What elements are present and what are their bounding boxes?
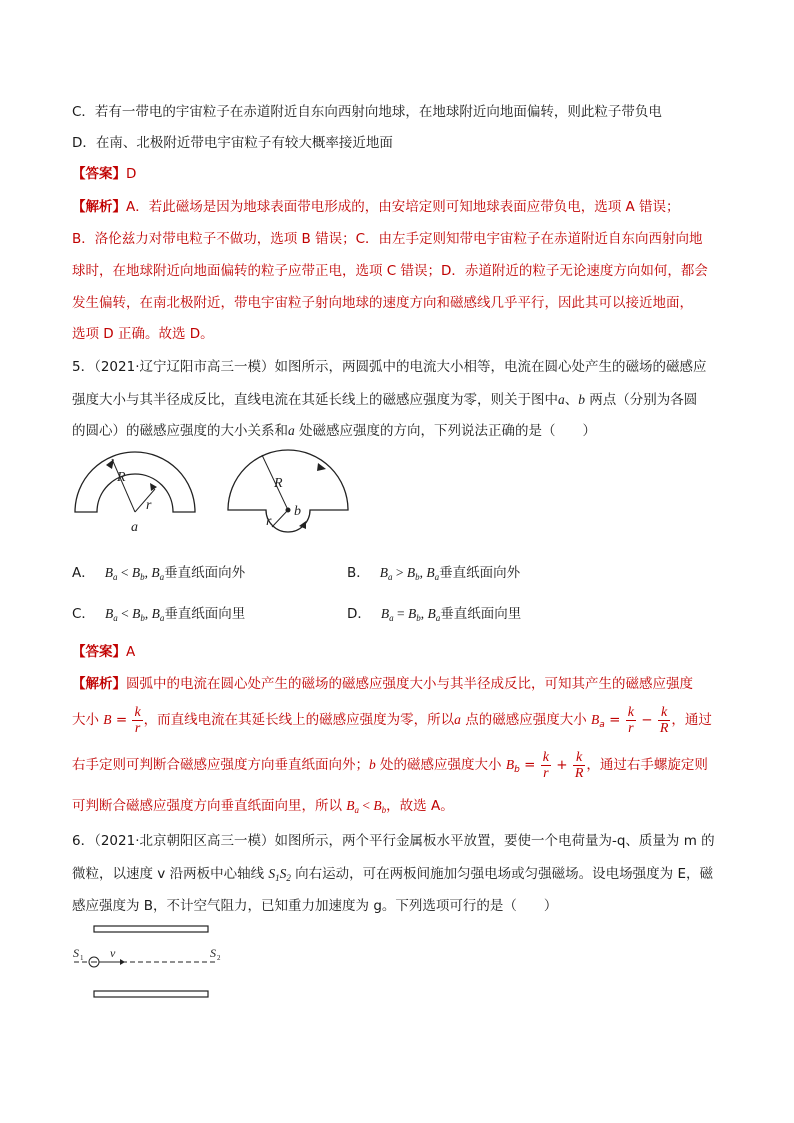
analysis-label: 【解析】 [72,676,126,692]
analysis-text: ，通过 [671,712,712,728]
q4-option-c: C．若有一带电的宇宙粒子在赤道附近自东向西射向地球，在地球附近向地面偏转，则此粒子带负电 [72,104,662,120]
q4-answer [72,164,136,184]
label-a: a [454,712,461,727]
q5-stem-line-3 [72,421,596,441]
velocity-arrowhead [120,959,125,965]
option-formula: $B_a = B_b$, $B_a$ [380,606,441,623]
q4-analysis-line-3: 球时，在地球附近向地面偏转的粒子应带正电，选项 C 错误；D．赤道附近的粒子无论速度方向如何，都会 [72,263,708,279]
arrow-inner-left [150,483,157,491]
label-a-fig: a [131,520,138,535]
q5-stem-text: 强度大小与其半径成反比，直线电流在其延长线上的磁感应强度为零，则关于图中 [72,392,558,408]
fraction-k-over-r: $\frac{k}{r}$ [627,704,634,736]
svg-text:1: 1 [80,954,84,962]
label-r-right: r [266,514,272,529]
relation: < [121,606,129,621]
top-metal-plate [94,926,208,932]
analysis-text: ，故选 A。 [386,798,454,814]
label-a: a [288,423,295,438]
direction: 垂直纸面向外 [164,565,246,581]
analysis-text: 点的磁感应强度大小 [460,712,592,728]
answer-value: A [126,644,136,660]
stem-text: 微粒，以速度 v 沿两板中心轴线 [72,866,269,882]
analysis-text: 处的磁感应强度大小 [375,757,506,773]
q5-analysis-line-4: 可判断合磁感应强度方向垂直纸面向里，所以 $B_a < B_b$，故选 A。 [72,798,454,815]
q5-figure [60,445,380,555]
label-b: b [578,392,585,407]
q5-option-b[interactable] [347,563,520,587]
q5-option-d[interactable] [347,604,521,628]
fraction-k-over-R: $\frac{k}{R}$ [574,749,584,781]
option-formula: $B_a > B_b$, $B_a$ [379,565,440,582]
q4-option-d: D．在南、北极附近带电宇宙粒子有较大概率接近地面 [72,135,393,151]
label-a: a [558,392,565,407]
q5-option-a[interactable] [72,563,245,587]
separator: 、 [564,392,579,408]
fraction-k-over-r: $\frac{k}{r}$ [542,749,549,781]
answer-label: 【答案】 [72,166,126,182]
right-shape [228,450,348,532]
stem-text: 向右运动，可在两板间施加匀强电场或匀强磁场。设电场强度为 E，磁 [290,866,713,882]
q5-stem-text: 的圆心）的磁感应强度的大小关系和 [72,423,288,439]
answer-label: 【答案】 [72,644,126,660]
direction: 垂直纸面向里 [440,606,522,622]
q5-stem-line-2 [72,390,697,410]
q5-stem-text-end: 处磁感应强度的方向，下列说法正确的是（ ） [294,423,597,439]
analysis-text: 可判断合磁感应强度方向垂直纸面向里，所以 [72,798,347,814]
analysis-text: ，通过右手螺旋定则 [586,757,708,773]
analysis-text: A．若此磁场是因为地球表面带电形成的，由安培定则可知地球表面应带负电，选项 A 错误； [126,199,680,215]
q6-stem-line-1: 6．（2021·北京朝阳区高三一模）如图所示，两个平行金属板水平放置，要使一个电荷量为-q、质量为 m 的 [72,833,715,849]
analysis-label: 【解析】 [72,199,126,215]
arrow-outer-right [317,463,326,471]
label-R-right: R [274,476,283,491]
relation: < [120,565,129,580]
analysis-text: 大小 [72,712,104,728]
label-r-left: r [146,498,152,513]
label-b-fig: b [294,504,301,519]
q6-stem-line-3: 感应强度为 B，不计空气阻力，已知重力加速度为 g。下列选项可行的是（ ） [72,898,558,914]
q5-stem-text-end: 两点（分别为各圆 [585,392,698,408]
label-b: b [369,757,376,772]
relation: = [397,606,405,621]
q4-analysis-line-1 [72,197,680,217]
q5-analysis-line-2: 大小 B = $\frac{k}{r}$ ，而直线电流在其延长线上的磁感应强度为零，所以a 点的磁感应强度大小 $B_a$ = $\frac{k}{r}$ − $\frac{k}{R}$ ，通过 [72,704,712,736]
label-R-left: R [117,470,126,485]
fraction-k-over-r: $\frac{k}{r}$ [134,704,141,736]
q4-analysis-line-2: B．洛伦兹力对带电粒子不做功，选项 B 错误；C．由左手定则知带电宇宙粒子在赤道附近自东向西射向地 [72,231,703,247]
option-letter: C． [72,606,95,622]
option-letter: D． [347,606,371,622]
q4-analysis-line-4: 发生偏转，在南北极附近，带电宇宙粒子射向地球的速度方向和磁感线几乎平行，因此其可以接近地面， [72,295,693,311]
svg-text:2: 2 [217,954,221,962]
relation: > [395,565,404,580]
analysis-text: 右手定则可判断合磁感应强度方向垂直纸面向外； [72,757,369,773]
q6-stem-line-2: 微粒，以速度 v 沿两板中心轴线 $S_1S_2$ 向右运动，可在两板间施加匀强电场或匀强磁场。设电场强度为 E，磁 [72,866,713,883]
q5-option-c[interactable] [72,604,245,628]
label-s1: S [73,946,79,960]
label-s2: S [210,946,216,960]
analysis-text: 圆弧中的电流在圆心处产生的磁场的磁感应强度大小与其半径成反比，可知其产生的磁感应强度 [126,676,693,692]
fraction-k-over-R: $\frac{k}{R}$ [659,704,669,736]
option-letter: B． [347,565,370,581]
analysis-text: ，而直线电流在其延长线上的磁感应强度为零，所以 [143,712,455,728]
q5-stem-line-1: 5．（2021·辽宁辽阳市高三一模）如图所示，两圆弧中的电流大小相等，电流在圆心处产生的磁场的磁感应 [72,359,707,375]
q4-analysis-line-5: 选项 D 正确。故选 D。 [72,326,214,342]
option-letter: A． [72,565,95,581]
q5-analysis-line-1 [72,674,693,694]
center-b-dot [286,508,291,513]
option-formula: $B_a < B_b$, $B_a$ [104,606,165,623]
arrow-outer-left [106,459,114,469]
q6-figure [68,922,238,1002]
q5-analysis-line-3: 右手定则可判断合磁感应强度方向垂直纸面向外；b 处的磁感应强度大小 $B_b$ = $\frac{k}{r}$ + $\frac{k}{R}$ ，通过右手螺旋定则 [72,749,708,781]
direction: 垂直纸面向里 [164,606,246,622]
answer-value: D [126,166,137,182]
left-half-annulus [75,452,195,512]
label-v: v [110,946,116,960]
option-formula: $B_a < B_b$, $B_a$ [104,565,165,582]
direction: 垂直纸面向外 [439,565,521,581]
q5-answer [72,642,135,662]
bottom-metal-plate [94,991,208,997]
